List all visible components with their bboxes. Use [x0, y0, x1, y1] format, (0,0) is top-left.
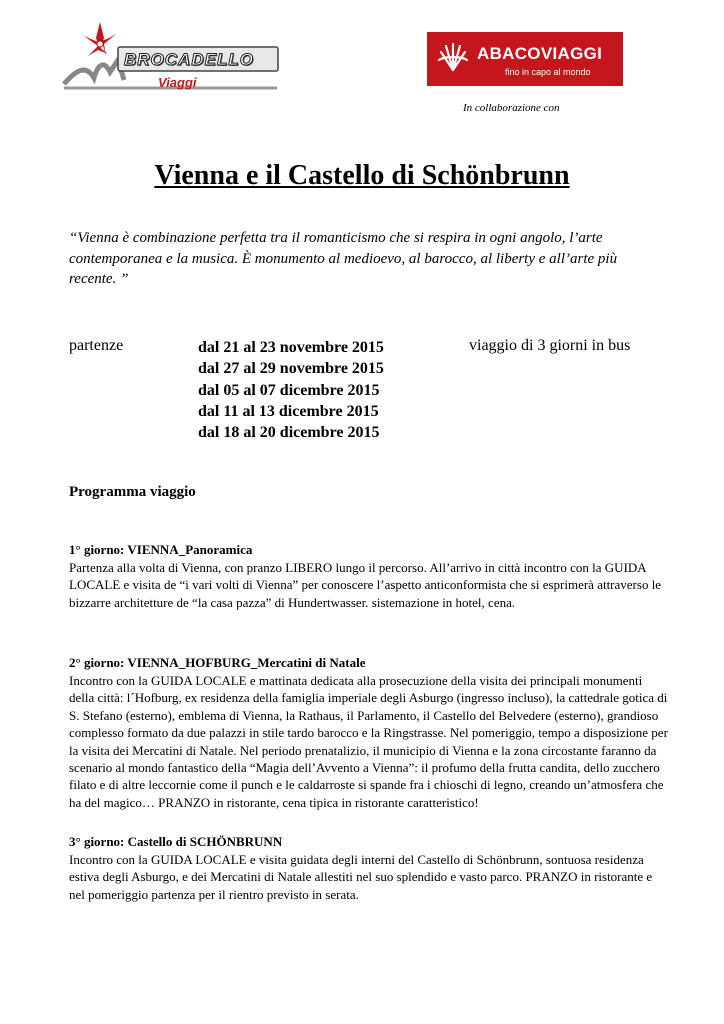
- departure-date: dal 05 al 07 dicembre 2015: [198, 381, 380, 399]
- day-section: [69, 833, 669, 903]
- trip-mode: viaggio di 3 giorni in bus: [469, 337, 631, 354]
- day-section: [69, 541, 669, 611]
- departure-dates-list: [198, 337, 384, 443]
- departure-date: dal 27 al 29 novembre 2015: [198, 360, 384, 378]
- departures-label: partenze: [69, 337, 124, 354]
- program-title: Programma viaggio: [69, 484, 196, 500]
- day-title: 1° giorno: VIENNA_Panoramica: [69, 542, 253, 557]
- abacoviaggi-name: ABACOVIAGGI: [477, 44, 603, 63]
- day-description: Incontro con la GUIDA LOCALE e mattinata dedicata alla prosecuzione della visita dei principali monumenti della città: l´Hofburg, ex residenza della famiglia imperiale degli Asburgo (ingresso incluso), la cattedrale gotica di S. Stefano (esterno), emblema di Vienna, la Rathaus, il Parlamento, il Castello del Belvedere (esterno), grandioso complesso formato da due palazzi in stile tardo barocco e la Ringstrasse. Nel pomeriggio, tempo a disposizione per la visita dei Mercatini di Natale. Nel periodo prenatalizio, il municipio di Vienna e la zona circostante faranno da scenario al mondo fantastico della “Magia dell’Avvento a Vienna”: il profumo della frutta candita, dello zucchero filato e di altre leccornie come il punch e le caldarroste si spande fra i chioschi di legno, creando un’atmosfera che ha del magico… PRANZO in ristorante, cena tipica in ristorante caratteristico!: [69, 673, 668, 810]
- day-section: [69, 654, 669, 811]
- day-description: Partenza alla volta di Vienna, con pranzo LIBERO lungo il percorso. All’arrivo in città incontro con la GUIDA LOCALE e visita de “i vari volti di Vienna” per conoscere l’aspetto anticonformista che si esprimerà attraverso le bizzarre architetture de “la casa pazza” di Hundertwasser. sistemazione in hotel, cena.: [69, 560, 662, 610]
- brocadello-name: BROCADELLO: [124, 50, 254, 69]
- day-description: Incontro con la GUIDA LOCALE e visita guidata degli interni del Castello di Schönbrunn, sontuosa residenza estiva degli Asburgo, e dei Mercatini di Natale allestiti nel suo splendido e vasto parco. PRANZO in ristorante e nel pomeriggio partenza per il rientro previsto in serata.: [69, 852, 653, 902]
- fan-emblem-icon: [435, 40, 471, 76]
- page-title: Vienna e il Castello di Schönbrunn: [154, 160, 570, 191]
- departure-date: dal 18 al 20 dicembre 2015: [198, 424, 380, 442]
- departure-date: dal 11 al 13 dicembre 2015: [198, 402, 379, 420]
- brocadello-subname: Viaggi: [158, 75, 197, 90]
- collaboration-note: In collaborazione con: [463, 102, 560, 114]
- intro-quote: “Vienna è combinazione perfetta tra il romanticismo che si respira in ogni angolo, l’arte contemporanea e la musica. È monumento al medioevo, al barocco, al liberty e all’arte più recente. ”: [69, 230, 618, 287]
- abacoviaggi-logo: [427, 32, 623, 86]
- day-title: 3° giorno: Castello di SCHÖNBRUNN: [69, 834, 283, 849]
- brocadello-logo: [62, 20, 282, 90]
- abacoviaggi-tagline: fino in capo al mondo: [505, 67, 591, 77]
- departure-date: dal 21 al 23 novembre 2015: [198, 339, 384, 356]
- day-title: 2° giorno: VIENNA_HOFBURG_Mercatini di Natale: [69, 655, 366, 670]
